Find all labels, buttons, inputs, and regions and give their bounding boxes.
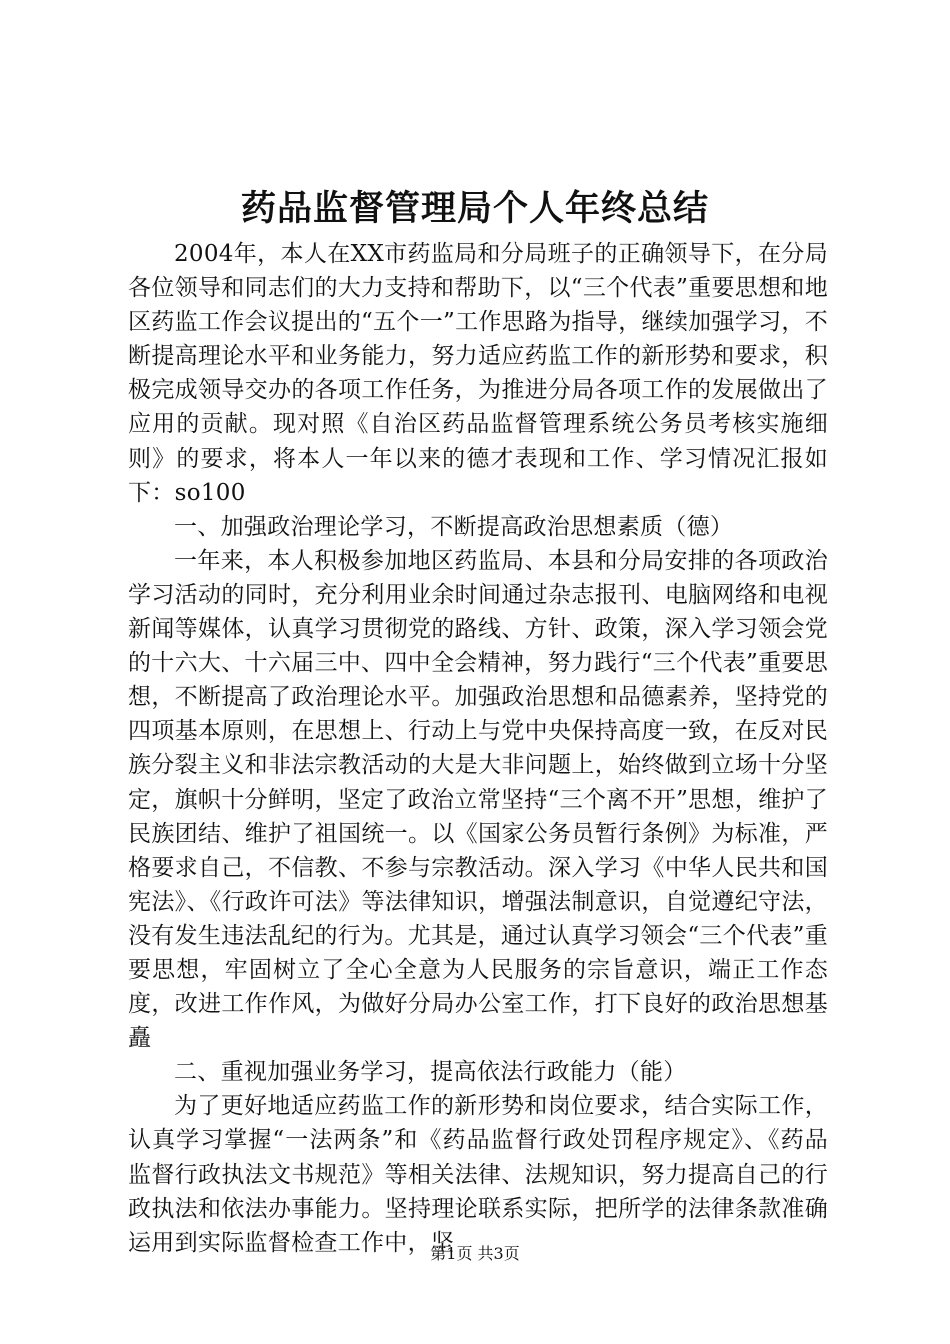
section-1-paragraph: 一年来，本人积极参加地区药监局、本县和分局安排的各项政治学习活动的同时，充分利用业余时间通过杂志报刊、电脑网络和电视新闻等媒体，认真学习贯彻党的路线、方针、政策，深入学习领会党的十六大、十六届三中、四中全会精神，努力践行“三个代表”重要思想，不断提高了政治理论水平。加强政治思想和品德素养，坚持党的四项基本原则，在思想上、行动上与党中央保持高度一致，在反对民族分裂主义和非法宗教活动的大是大非问题上，始终做到立场十分坚定，旗帜十分鲜明，坚定了政治立常坚持“三个离不开”思想，维护了民族团结、维护了祖国统一。以《国家公务员暂行条例》为标准，严格要求自己，不信教、不参与宗教活动。深入学习《中华人民共和国宪法》、《行政许可法》等法律知识，增强法制意识，自觉遵纪守法，没有发生违法乱纪的行为。尤其是，通过认真学习领会“三个代表”重要思想，牢固树立了全心全意为人民服务的宗旨意识，端正工作态度，改进工作作风，为做好分局办公室工作，打下良好的政治思想基矗 [128,547,828,1052]
page-number-footer: 第1页 共3页 [430,1244,520,1263]
section-2-paragraph: 为了更好地适应药监工作的新形势和岗位要求，结合实际工作，认真学习掌握“一法两条”和《药品监督行政处罚程序规定》、《药品监督行政执法文书规范》等相关法律、法规知识，努力提高自己的行政执法和依法办事能力。坚持理论联系实际，把所学的法律条款准确运用到实际监督检查工作中，坚 [128,1093,828,1256]
document-body [128,237,828,1260]
intro-paragraph: 2004年，本人在XX市药监局和分局班子的正确领导下，在分局各位领导和同志们的大力支持和帮助下，以“三个代表”重要思想和地区药监工作会议提出的“五个一”工作思路为指导，继续加强学习，不断提高理论水平和业务能力，努力适应药监工作的新形势和要求，积极完成领导交办的各项工作任务，为推进分局各项工作的发展做出了应用的贡献。现对照《自治区药品监督管理系统公务员考核实施细则》的要求，将本人一年以来的德才表现和工作、学习情况汇报如下：so100 [128,241,828,506]
section-heading-2: 二、重视加强业务学习，提高依法行政能力（能） [174,1059,687,1086]
section-heading-1: 一、加强政治理论学习，不断提高政治思想素质（德） [174,513,734,540]
document-title: 药品监督管理局个人年终总结 [240,188,709,229]
